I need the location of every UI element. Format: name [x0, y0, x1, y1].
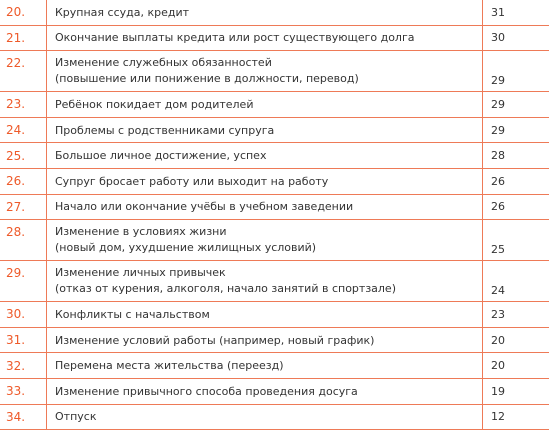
description-line-secondary: (новый дом, ухудшение жилищных условий): [55, 241, 317, 255]
description-line: Крупная ссуда, кредит: [55, 5, 190, 19]
row-score: 20: [491, 359, 505, 373]
row-number: 26.: [0, 169, 47, 194]
description-line: Изменение личных привычек: [55, 266, 226, 280]
row-description: [47, 0, 483, 25]
row-score: 19: [491, 384, 505, 398]
description-line: Ребёнок покидает дом родителей: [55, 97, 254, 111]
row-description: [47, 353, 483, 378]
table-row: [0, 353, 549, 379]
table-row: [0, 379, 549, 405]
table-row: [0, 405, 549, 431]
table-row: [0, 302, 549, 328]
description-line: Изменение привычного способа проведения досуга: [55, 384, 358, 398]
row-number: 23.: [0, 92, 47, 117]
row-description: [47, 220, 483, 260]
row-number: 28.: [0, 220, 47, 260]
description-line: Начало или окончание учёбы в учебном заведении: [55, 200, 354, 214]
description-line-secondary: (отказ от курения, алкоголя, начало занятий в спортзале): [55, 282, 396, 296]
description-line: Изменение в условиях жизни: [55, 225, 227, 239]
table-row: [0, 26, 549, 52]
row-description: [47, 261, 483, 301]
table-row: [0, 92, 549, 118]
row-description: [47, 26, 483, 51]
table-row: [0, 118, 549, 144]
row-score: 25: [491, 243, 505, 257]
description-line: Конфликты с начальством: [55, 307, 210, 321]
row-number: 32.: [0, 353, 47, 378]
row-number: 21.: [0, 26, 47, 51]
row-number: 20.: [0, 0, 47, 25]
row-description: [47, 169, 483, 194]
row-number: 31.: [0, 328, 47, 353]
row-score: 26: [491, 200, 505, 214]
row-description: [47, 328, 483, 353]
table-row: [0, 261, 549, 302]
row-number: 25.: [0, 143, 47, 168]
row-description: [47, 143, 483, 168]
row-description: [47, 92, 483, 117]
row-description: [47, 405, 483, 430]
table-row: [0, 143, 549, 169]
row-description: [47, 51, 483, 91]
table-row: [0, 220, 549, 261]
row-score: 29: [491, 123, 505, 137]
description-line: Изменение служебных обязанностей: [55, 56, 272, 70]
description-line: Проблемы с родственниками супруга: [55, 123, 275, 137]
row-description: [47, 302, 483, 327]
table-row: [0, 51, 549, 92]
row-score: 31: [491, 5, 505, 19]
description-line: Супруг бросает работу или выходит на работу: [55, 174, 329, 188]
row-number: 29.: [0, 261, 47, 301]
row-score: 29: [491, 97, 505, 111]
table-row: [0, 195, 549, 221]
row-number: 24.: [0, 118, 47, 143]
row-score: 12: [491, 410, 505, 424]
description-line-secondary: (повышение или понижение в должности, перевод): [55, 72, 359, 86]
table-row: [0, 0, 549, 26]
row-description: [47, 195, 483, 220]
row-score: 23: [491, 307, 505, 321]
row-score: 28: [491, 149, 505, 163]
row-number: 22.: [0, 51, 47, 91]
row-score: 24: [491, 284, 505, 298]
row-score: 20: [491, 333, 505, 347]
description-line: Окончание выплаты кредита или рост существующего долга: [55, 31, 415, 45]
row-score: 30: [491, 31, 505, 45]
row-number: 33.: [0, 379, 47, 404]
description-line: Большое личное достижение, успех: [55, 149, 267, 163]
row-number: 27.: [0, 195, 47, 220]
description-line: Отпуск: [55, 410, 97, 424]
table-row: [0, 169, 549, 195]
row-number: 34.: [0, 405, 47, 430]
description-line: Перемена места жительства (переезд): [55, 359, 284, 373]
table-row: [0, 328, 549, 354]
row-number: 30.: [0, 302, 47, 327]
row-score: 29: [491, 74, 505, 88]
row-description: [47, 379, 483, 404]
row-score: 26: [491, 174, 505, 188]
description-line: Изменение условий работы (например, новый график): [55, 333, 375, 347]
row-description: [47, 118, 483, 143]
